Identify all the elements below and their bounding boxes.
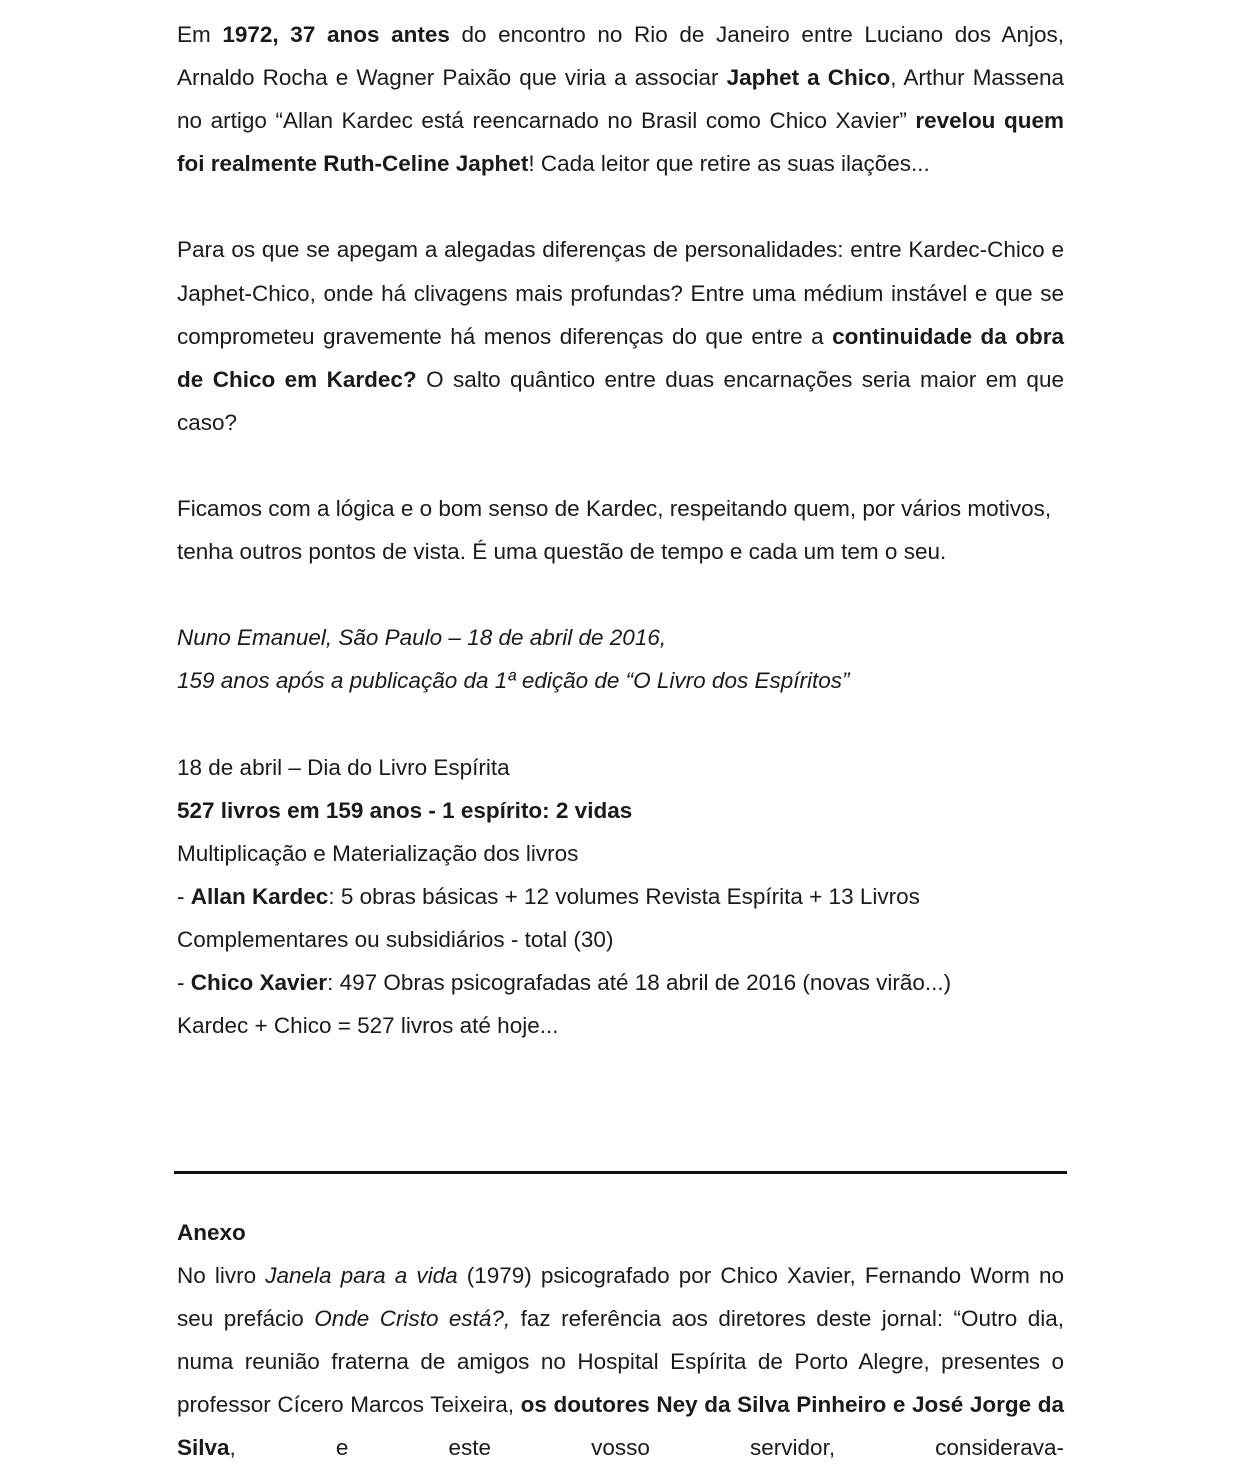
summary-multiplicacao: Multiplicação e Materialização dos livros	[177, 840, 579, 866]
document-body	[177, 13, 1064, 1047]
text: (1979) psicografado por Chico Xavier, Fernando Worm no seu prefácio	[177, 1263, 1064, 1332]
section-divider	[174, 1171, 1067, 1174]
italic-text: Janela para a vida	[265, 1263, 458, 1289]
text: -	[177, 970, 191, 996]
bold-text: Japhet a Chico	[726, 65, 891, 91]
anexo-paragraph	[177, 1254, 1064, 1469]
text: Para os que se apegam a alegadas diferenças de personalidades: entre Kardec-Chico e Japhet-Chico, onde há clivagens mais profundas? Entre uma médium instável e que se comprometeu gravemente há menos diferenças do que entre a	[177, 237, 1064, 349]
text: , e este vosso servidor, considerava-	[229, 1435, 1064, 1461]
anexo-heading: Anexo	[177, 1220, 246, 1245]
text: -	[177, 883, 191, 909]
spacer	[177, 573, 1064, 616]
paragraph-personalidades	[177, 228, 1064, 443]
paragraph-1972	[177, 13, 1064, 185]
bold-text: 1972, 37 anos antes	[222, 22, 450, 47]
bold-text: os doutores Ney da Silva Pinheiro e José Jorge da Silva	[177, 1392, 1064, 1461]
text: faz referência aos diretores deste jornal: “Outro dia, numa reunião fraterna de amigos no Hospital Espírita de Porto Alegre, presentes o professor Cícero Marcos Teixeira,	[177, 1306, 1065, 1418]
paragraph-logica: Ficamos com a lógica e o bom senso de Kardec, respeitando quem, por vários motivos, tenha outros pontos de vista. É uma questão de tempo e cada um tem o seu.	[177, 496, 1052, 565]
signature-line-1: Nuno Emanuel, São Paulo – 18 de abril de 2016,	[177, 625, 667, 651]
summary-dia-livro: 18 de abril – Dia do Livro Espírita	[177, 754, 510, 780]
spacer	[177, 444, 1064, 487]
spacer	[177, 185, 1064, 228]
text: : 5 obras básicas + 12 volumes Revista Espírita + 13 Livros Complementares ou subsidiários - total (30)	[177, 883, 920, 952]
bold-text: revelou quem foi realmente Ruth-Celine Japhet	[177, 108, 1065, 177]
text: No livro	[177, 1263, 266, 1289]
bold-text: Chico Xavier	[190, 970, 328, 996]
text: , Arthur Massena no artigo “Allan Kardec está reencarnado no Brasil como Chico Xavier”	[177, 65, 1064, 134]
text: do encontro no Rio de Janeiro entre Luciano dos Anjos, Arnaldo Rocha e Wagner Paixão que viria a associar	[177, 22, 1064, 91]
summary-kardec	[177, 875, 1064, 961]
signature-line-2: 159 anos após a publicação da 1ª edição de “O Livro dos Espíritos”	[177, 668, 850, 694]
bold-text: continuidade da obra de Chico em Kardec?	[177, 323, 1064, 392]
text: ! Cada leitor que retire as suas ilações...	[528, 151, 930, 177]
anexo-section	[177, 1211, 1064, 1470]
italic-text: Onde Cristo está?,	[314, 1306, 511, 1332]
summary-total: Kardec + Chico = 527 livros até hoje...	[177, 1013, 559, 1039]
summary-chico	[177, 961, 1064, 1004]
text: Em	[177, 22, 223, 47]
text: : 497 Obras psicografadas até 18 abril de 2016 (novas virão...)	[327, 970, 952, 996]
bold-text: Allan Kardec	[190, 883, 329, 909]
text: O salto quântico entre duas encarnações seria maior em que caso?	[177, 366, 1064, 435]
spacer	[177, 703, 1064, 746]
summary-headline: 527 livros em 159 anos - 1 espírito: 2 vidas	[177, 797, 633, 823]
